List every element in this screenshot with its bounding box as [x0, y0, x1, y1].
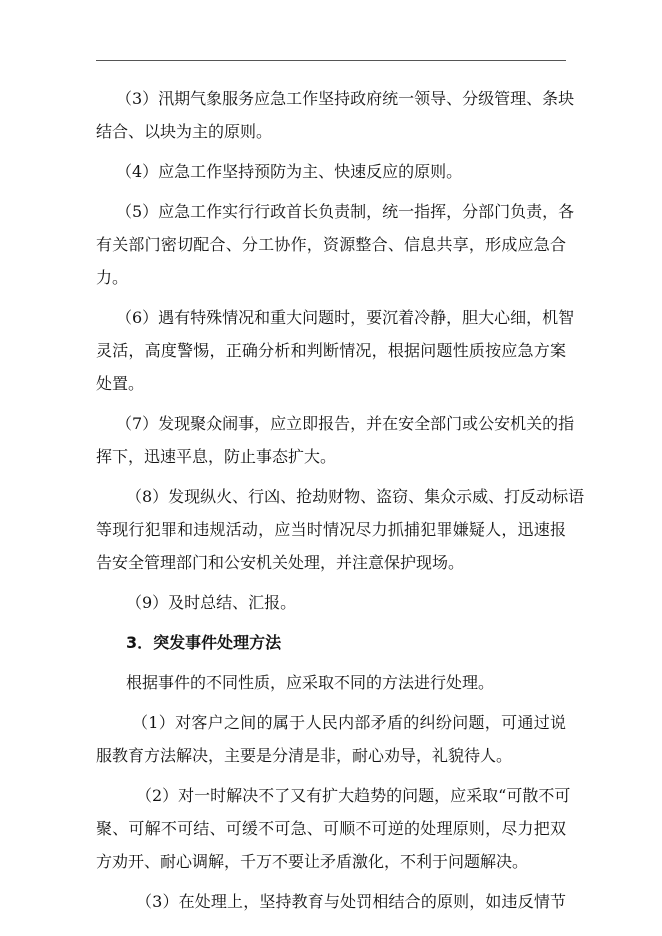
- text-line: （6）遇有特殊情况和重大问题时，要沉着冷静，胆大心细，机智: [116, 308, 575, 327]
- text-line: 服教育方法解决，主要是分清是非，耐心劝导，礼貌待人。: [96, 746, 513, 765]
- text-line: 灵活，高度警惕，正确分析和判断情况，根据问题性质按应急方案: [96, 341, 566, 360]
- paragraph-9-principle: [0, 586, 662, 619]
- text-line: 力。: [96, 268, 129, 287]
- section-title: 3．突发事件处理方法: [126, 633, 282, 652]
- section-heading: [0, 626, 662, 659]
- paragraph-5-principle: [0, 195, 662, 294]
- method-1: [0, 706, 662, 772]
- text-line: （9）及时总结、汇报。: [126, 593, 297, 612]
- text-line: （3）在处理上，坚持教育与处罚相结合的原则，如违反情节: [136, 892, 566, 911]
- section-intro: [0, 666, 662, 699]
- text-line: （4）应急工作坚持预防为主、快速反应的原则。: [116, 162, 463, 181]
- text-line: （1）对客户之间的属于人民内部矛盾的纠纷问题，可通过说: [132, 713, 566, 732]
- text-line: 聚、可解不可结、可缓不可急、可顺不可逆的处理原则，尽力把双: [96, 819, 566, 838]
- text-line: 方劝开、耐心调解，千万不要让矛盾激化，不利于问题解决。: [96, 852, 529, 871]
- paragraph-7-principle: [0, 407, 662, 473]
- paragraph-4-principle: [0, 155, 662, 188]
- text-line: （2）对一时解决不了又有扩大趋势的问题，应采取“可散不可: [136, 786, 571, 805]
- paragraph-6-principle: [0, 301, 662, 400]
- method-3: [0, 885, 662, 918]
- method-2: [0, 779, 662, 878]
- paragraph-3-principle: [0, 82, 662, 148]
- text-line: 结合、以块为主的原则。: [96, 122, 273, 141]
- document-body: [0, 82, 662, 925]
- text-line: （7）发现聚众闹事，应立即报告，并在安全部门或公安机关的指: [116, 414, 575, 433]
- text-line: 处置。: [96, 374, 145, 393]
- header-rule: [96, 60, 566, 61]
- text-line: 挥下，迅速平息，防止事态扩大。: [96, 447, 337, 466]
- text-line: （3）汛期气象服务应急工作坚持政府统一领导、分级管理、条块: [116, 89, 575, 108]
- text-line: 告安全管理部门和公安机关处理，并注意保护现场。: [96, 553, 465, 572]
- text-line: 等现行犯罪和违规活动，应当时情况尽力抓捕犯罪嫌疑人，迅速报: [96, 520, 566, 539]
- text-line: （8）发现纵火、行凶、抢劫财物、盗窃、集众示威、打反动标语: [126, 487, 585, 506]
- text-line: （5）应急工作实行行政首长负责制，统一指挥，分部门负责，各: [116, 202, 575, 221]
- text-line: 有关部门密切配合、分工协作，资源整合、信息共享，形成应急合: [96, 235, 566, 254]
- text-line: 根据事件的不同性质，应采取不同的方法进行处理。: [126, 673, 495, 692]
- paragraph-8-principle: [0, 480, 662, 579]
